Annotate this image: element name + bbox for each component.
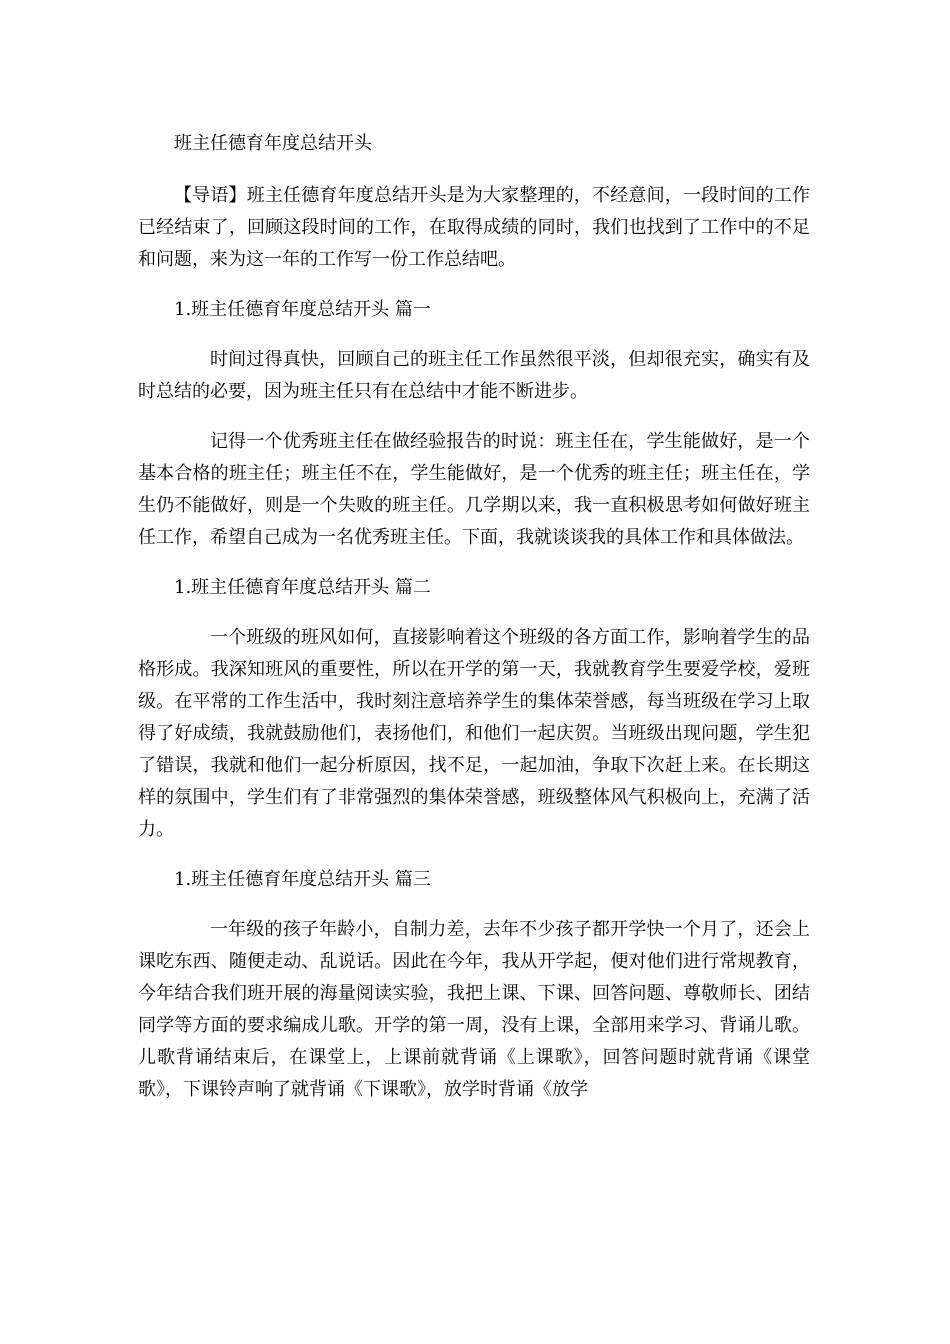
section-paragraph: 记得一个优秀班主任在做经验报告的时说：班主任在，学生能做好，是一个基本合格的班主任；班主任不在，学生能做好，是一个优秀的班主任；班主任在，学生仍不能做好，则是一个失败的班主任。几学期以来，我一直积极思考如何做好班主任工作，希望自己成为一名优秀班主任。下面，我就谈谈我的具体工作和具体做法。 — [138, 431, 810, 548]
section-heading: 1.班主任德育年度总结开头 篇一 — [174, 299, 431, 320]
section-paragraph: 一个班级的班风如何，直接影响着这个班级的各方面工作，影响着学生的品格形成。我深知班风的重要性，所以在开学的第一天，我就教育学生要爱学校，爱班级。在平常的工作生活中，我时刻注意培养学生的集体荣誉感，每当班级在学习上取得了好成绩，我就鼓励他们，表扬他们，和他们一起庆贺。当班级出现问题，学生犯了错误，我就和他们一起分析原因，找不足，一起加油，争取下次赶上来。在长期这样的氛围中，学生们有了非常强烈的集体荣誉感，班级整体风气积极向上，充满了活力。 — [138, 627, 810, 840]
section-heading: 1.班主任德育年度总结开头 篇三 — [174, 869, 431, 890]
section-3 — [138, 864, 810, 1106]
intro-paragraph: 【导语】班主任德育年度总结开头是为大家整理的，不经意间，一段时间的工作已经结束了，回顾这段时间的工作，在取得成绩的同时，我们也找到了工作中的不足和问题，来为这一年的工作写一份工作总结吧。 — [138, 185, 810, 270]
section-1 — [138, 294, 810, 554]
document-title: 班主任德育年度总结开头 — [174, 133, 372, 154]
section-2 — [138, 572, 810, 846]
section-paragraph: 时间过得真快，回顾自己的班主任工作虽然很平淡，但却很充实，确实有及时总结的必要，因为班主任只有在总结中才能不断进步。 — [138, 349, 810, 402]
section-heading: 1.班主任德育年度总结开头 篇二 — [174, 577, 431, 598]
document-body — [138, 128, 810, 1124]
section-paragraph: 一年级的孩子年龄小，自制力差，去年不少孩子都开学快一个月了，还会上课吃东西、随便走动、乱说话。因此在今年，我从开学起，便对他们进行常规教育，今年结合我们班开展的海量阅读实验，我把上课、下课、回答问题、尊敬师长、团结同学等方面的要求编成儿歌。开学的第一周，没有上课，全部用来学习、背诵儿歌。儿歌背诵结束后，在课堂上，上课前就背诵《上课歌》，回答问题时就背诵《课堂歌》，下课铃声响了就背诵《下课歌》，放学时背诵《放学 — [138, 919, 810, 1100]
